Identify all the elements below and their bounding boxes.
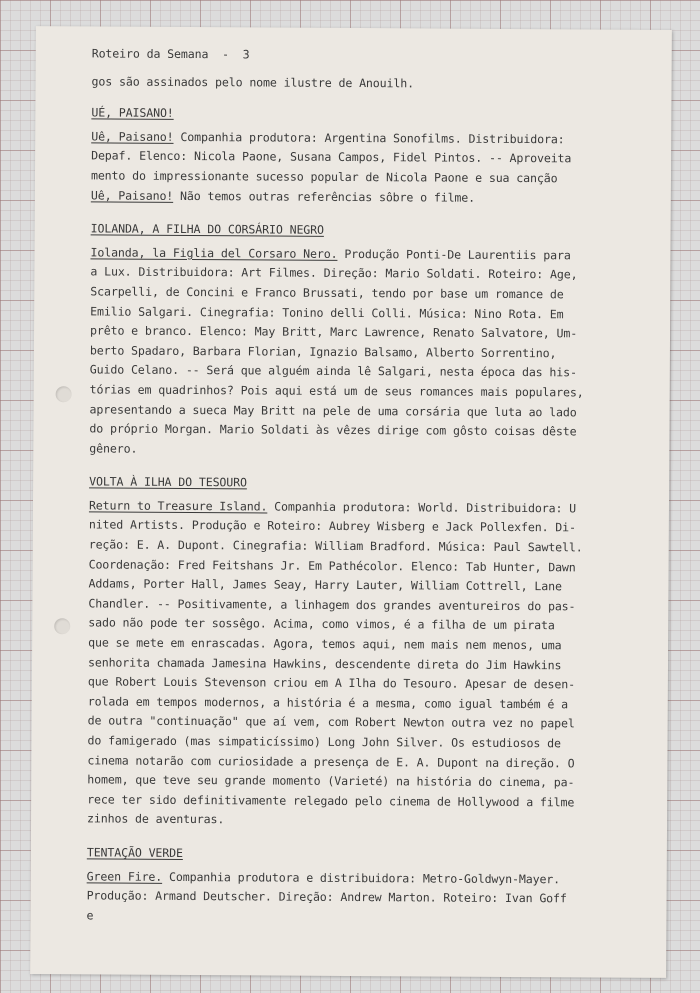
section-heading-text: IOLANDA, A FILHA DO CORSÁRIO NEGRO	[90, 221, 324, 237]
body-text: a Lux. Distribuidora: Art Filmes. Direção: Mario Soldati. Roteiro: Age,	[90, 264, 578, 282]
body-text: prêto e branco. Elenco: May Britt, Marc Lawrence, Renato Salvatore, Um-	[89, 323, 578, 341]
body-text: Companhia produtora: Argentina Sonofilms. Distribuidora:	[173, 129, 565, 147]
body-text: do próprio Morgan. Mario Soldati às vêzes dirige com gôsto coisas dêste	[89, 421, 577, 439]
body-text: berto Spadaro, Barbara Florian, Ignazio Balsamo, Alberto Sorrentino,	[89, 343, 557, 360]
body-text: nited Artists. Produção e Roteiro: Aubrey Wisberg e Jack Pollexfen. Di-	[88, 517, 576, 535]
body-text: Scarpelli, de Concini e Franco Brussati, tendo por base um romance de	[90, 284, 564, 302]
body-text: que se mete em enrascadas. Agora, temos aqui, nem mais nem menos, uma	[88, 635, 562, 653]
section-heading	[89, 473, 633, 496]
body-line	[91, 186, 635, 209]
body-line	[89, 419, 633, 442]
body-text: Companhia produtora: World. Distribuidora: U	[267, 499, 577, 516]
body-line	[87, 731, 631, 754]
body-text: de outra "continuação" que aí vem, com Robert Newton outra vez no papel	[87, 713, 575, 731]
body-text: Guido Celano. -- Será que alguém ainda lê Salgari, nesta época das his-	[89, 362, 577, 380]
body-text: Depaf. Elenco: Nicola Paone, Susana Campos, Fidel Pintos. -- Aproveita	[91, 148, 572, 166]
body-text: Emilio Salgari. Cinegrafia: Tonino delli Colli. Música: Nino Rota. Em	[90, 303, 564, 321]
body-text: reção: E. A. Dupont. Cinegrafia: William Bradford. Música: Paul Sawtell.	[88, 537, 583, 555]
section-heading	[91, 104, 635, 127]
section-heading-text: UÉ, PAISANO!	[91, 105, 174, 121]
film-title: Iolanda, la Figlia del Corsaro Nero.	[90, 245, 338, 261]
review-section	[89, 220, 634, 462]
review-section	[86, 843, 630, 929]
body-line	[91, 166, 635, 189]
body-text: e	[86, 908, 94, 923]
film-title: Uê, Paisano!	[90, 187, 174, 203]
punch-hole	[54, 618, 70, 634]
section-heading	[91, 220, 635, 243]
review-section	[91, 104, 636, 209]
body-text: Produção Ponti-De Laurentiis para	[337, 246, 571, 263]
review-section	[87, 473, 633, 833]
punch-hole	[56, 386, 72, 402]
film-title: Uê, Paisano!	[91, 129, 174, 144]
section-heading-text: VOLTA À ILHA DO TESOURO	[89, 474, 247, 490]
body-line	[90, 380, 634, 403]
body-text: Não temos outras referências sôbre o filme.	[173, 188, 476, 205]
body-text: do famigerado (mas simpaticíssimo) Long John Silver. Os estudiosos de	[87, 733, 561, 751]
body-text: que Robert Louis Stevenson criou em A Ilha do Tesouro. Apesar de desen-	[87, 674, 575, 692]
body-text: zinhos de aventuras.	[87, 811, 225, 827]
body-text: gênero.	[89, 441, 138, 456]
typed-page	[30, 26, 672, 978]
section-heading	[87, 843, 631, 866]
body-text: Coordenação: Fred Feitshans Jr. Em Pathécolor. Elenco: Tab Hunter, Dawn	[88, 557, 576, 575]
body-text: sado não pode ter sossêgo. Acima, como vimos, é a filha de um pirata	[88, 615, 555, 633]
body-text: homem, que teve seu grande momento (Varieté) na história do cinema, pa-	[87, 772, 575, 790]
page-header: Roteiro da Semana - 3	[91, 46, 250, 62]
body-text: Chandler. -- Positivamente, a linhagem dos grandes aventureiros do pas-	[88, 596, 576, 614]
section-heading-text: TENTAÇÃO VERDE	[86, 845, 183, 860]
body-text: rolada em tempos modernos, a história é a mesma, como igual também é a	[87, 694, 569, 712]
body-line	[86, 906, 630, 929]
intro-line: gos são assinados pelo nome ilustre de Anouilh.	[91, 74, 415, 90]
body-text: tórias em quadrinhos? Pois aqui está um de seus romances mais populares,	[89, 382, 584, 400]
film-title: Return to Treasure Island.	[88, 498, 268, 514]
film-title: Green Fire.	[86, 868, 163, 884]
body-text: cinema notarão com curiosidade a presença de E. A. Dupont na direção. O	[87, 752, 575, 770]
body-text: Companhia produtora e distribuidora: Metro-Goldwyn-Mayer.	[162, 869, 561, 886]
body-text: Produção: Armand Deutscher. Direção: Andrew Marton. Roteiro: Ivan Goff	[86, 888, 567, 906]
body-text: apresentando a sueca May Britt na pele de uma corsária que luta ao lado	[89, 401, 577, 419]
body-text: Addams, Porter Hall, James Seay, Harry Lauter, William Cottrell, Lane	[88, 576, 562, 594]
body-line	[87, 810, 631, 833]
body-line	[87, 887, 631, 910]
body-text: senhorita chamada Jamesina Hawkins, descendente direta do Jim Hawkins	[87, 655, 562, 672]
body-text: mento do impressionante sucesso popular de Nicola Paone e sua canção	[90, 168, 558, 186]
body-text: rece ter sido definitivamente relegado pelo cinema de Hollywood a filme	[87, 792, 575, 810]
body-line	[90, 282, 634, 305]
review-sections	[86, 104, 635, 929]
